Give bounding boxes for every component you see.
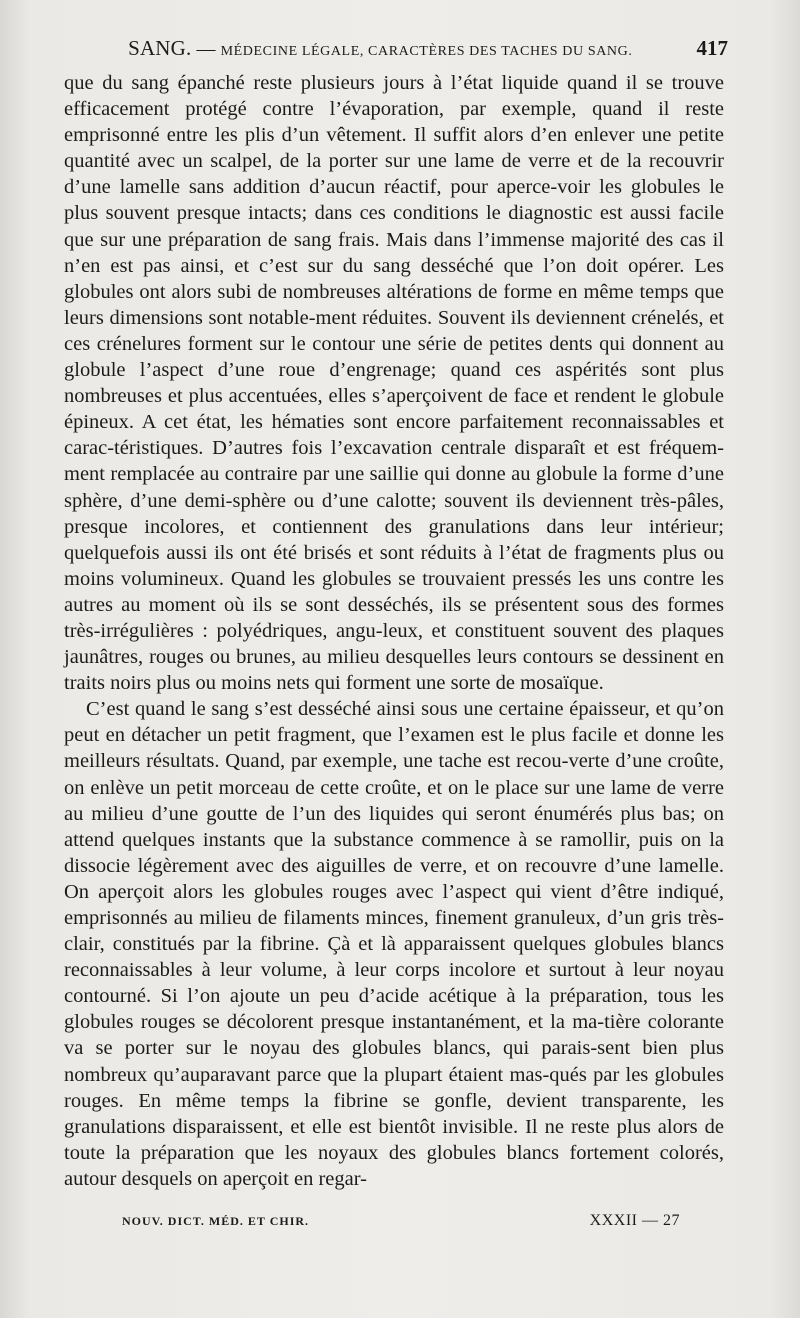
footer-signature: NOUV. DICT. MÉD. ET CHIR. bbox=[122, 1214, 310, 1228]
page-footer bbox=[122, 1212, 680, 1230]
running-title-main: SANG. bbox=[128, 36, 192, 60]
running-header bbox=[64, 36, 728, 66]
paragraph-2: C’est quand le sang s’est desséché ainsi sous une certaine épaisseur, et qu’on peut en détacher un petit fragment, que l’examen est le plus facile et donne les meilleurs résultats. Quand, par exemple, une tache est recou-verte d’une croûte, on enlève un petit morceau de cette croûte, et on le place sur une lame de verre au milieu d’une goutte de l’un des liquides qui seront énumérés plus bas; on attend quelques instants que la substance commence à se ramollir, puis on la dissocie légèrement avec des aiguilles de verre, et on recouvre d’une lamelle. On aperçoit alors les globules rouges avec l’aspect qui vient d’être indiqué, emprisonnés au milieu de filaments minces, finement granuleux, d’un gris très-clair, constitués par la fibrine. Çà et là apparaissent quelques globules blancs reconnaissables à leur volume, à leur corps incolore et surtout à leur noyau contourné. Si l’on ajoute un peu d’acide acétique à la préparation, tous les globules rouges se décolorent presque instantanément, et la ma-tière colorante va se porter sur le noyau des globules blancs, qui parais-sent bien plus nombreux qu’auparavant parce que la plupart étaient mas-qués par les globules rouges. En même temps la fibrine se gonfle, devient transparente, les granulations disparaissent, et elle est bientôt invisible. Il ne reste plus alors de toute la préparation que les noyaux des globules blancs fortement colorés, autour desquels on aperçoit en regar- bbox=[64, 698, 724, 1190]
body-text bbox=[64, 70, 724, 1192]
running-title bbox=[64, 36, 697, 61]
page-number: 417 bbox=[696, 36, 728, 60]
footer-volume-sheet: XXXII — 27 bbox=[589, 1212, 680, 1229]
running-title-dash: — bbox=[196, 39, 216, 60]
running-title-sub: MÉDECINE LÉGALE, CARACTÈRES DES TACHES DU SANG. bbox=[220, 44, 633, 59]
paragraph-1: que du sang épanché reste plusieurs jours à l’état liquide quand il se trouve efficacement protégé contre l’évaporation, par exemple, quand il reste emprisonné entre les plis d’un vêtement. Il suffit alors d’en enlever une petite quantité avec un scalpel, de la porter sur une lame de verre et de la recouvrir d’une lamelle sans addition d’aucun réactif, pour aperce-voir les globules le plus souvent presque intacts; dans ces conditions le diagnostic est aussi facile que sur une préparation de sang frais. Mais dans l’immense majorité des cas il n’en est pas ainsi, et c’est sur du sang desséché que l’on doit opérer. Les globules ont alors subi de nombreuses altérations de forme en même temps que leurs dimensions sont notable-ment réduites. Souvent ils deviennent crénelés, et ces crénelures forment sur le contour une série de petites dents qui donnent au globule l’aspect d’une roue d’engrenage; quand ces aspérités sont plus nombreuses et plus accentuées, elles s’aperçoivent de face et rendent le globule épineux. A cet état, les hématies sont encore parfaitement reconnaissables et carac-téristiques. D’autres fois l’excavation centrale disparaît et est fréquem-ment remplacée au contraire par une saillie qui donne au globule la forme d’une sphère, d’une demi-sphère ou d’une calotte; souvent ils deviennent très-pâles, presque incolores, et contiennent des granulations dans leur intérieur; quelquefois aussi ils ont été brisés et sont réduits à l’état de fragments plus ou moins volumineux. Quand les globules se trouvaient pressés les uns contre les autres au moment où ils se sont desséchés, ils se présentent sous des formes très-irrégulières : polyédriques, angu-leux, et constituent souvent des plaques jaunâtres, rouges ou brunes, au milieu desquelles leurs contours se dessinent en traits noirs plus ou moins nets qui forment une sorte de mosaïque. bbox=[64, 72, 724, 695]
